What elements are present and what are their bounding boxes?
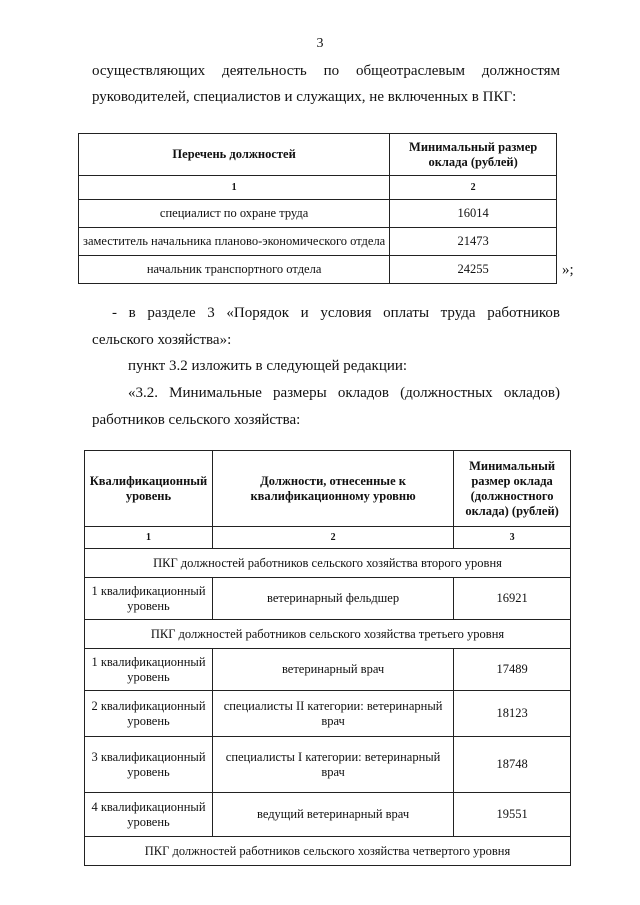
page-number: 3 [316, 36, 324, 51]
table2-level: 2 квалификационный уровень [85, 691, 213, 737]
point-3-2-line-1: «3.2. Минимальные размеры окладов (должностных окладов) [128, 385, 560, 401]
table1-header-positions: Перечень должностей [79, 134, 390, 176]
table2-salary: 19551 [454, 793, 571, 837]
table2-group-heading: ПКГ должностей работников сельского хозяйства четвертого уровня [85, 837, 571, 866]
table2-salary: 17489 [454, 649, 571, 691]
table1-header-salary: Минимальный размер оклада (рублей) [390, 134, 557, 176]
table2-header-level: Квалификационный уровень [85, 451, 213, 527]
table2-index-3: 3 [454, 527, 571, 549]
table2-level: 3 квалификационный уровень [85, 737, 213, 793]
table-row [85, 793, 571, 837]
table-row [85, 649, 571, 691]
intro-line-2: руководителей, специалистов и служащих, не включенных в ПКГ: [92, 89, 517, 105]
table-positions [78, 133, 557, 284]
table2-index-1: 1 [85, 527, 213, 549]
section3-line-1: - в разделе 3 «Порядок и условия оплаты труда работников [112, 305, 560, 321]
table2-salary: 18748 [454, 737, 571, 793]
table-row [85, 737, 571, 793]
table2-group-heading: ПКГ должностей работников сельского хозяйства третьего уровня [85, 620, 571, 649]
table1-salary: 21473 [390, 228, 557, 256]
table2-level: 1 квалификационный уровень [85, 649, 213, 691]
table2-position: ведущий ветеринарный врач [212, 793, 453, 837]
table-qualification-levels [84, 450, 571, 866]
table2-group-heading: ПКГ должностей работников сельского хозяйства второго уровня [85, 549, 571, 578]
table1-salary: 24255 [390, 256, 557, 284]
table1-index-2: 2 [390, 176, 557, 200]
table2-salary: 16921 [454, 578, 571, 620]
intro-line-1: осуществляющих деятельность по общеотраслевым должностям [92, 63, 560, 79]
section3-line-2: сельского хозяйства»: [92, 332, 232, 348]
table2-header-positions: Должности, отнесенные к квалификационному уровню [212, 451, 453, 527]
point-3-2-line-2: работников сельского хозяйства: [92, 412, 301, 428]
table2-position: специалисты I категории: ветеринарный врач [212, 737, 453, 793]
table2-header-salary: Минимальный размер оклада (должностного оклада) (рублей) [454, 451, 571, 527]
table2-position: ветеринарный фельдшер [212, 578, 453, 620]
table1-position: заместитель начальника планово-экономического отдела [79, 228, 390, 256]
point-3-2-instruction: пункт 3.2 изложить в следующей редакции: [128, 358, 408, 374]
table-row [79, 228, 557, 256]
table1-salary: 16014 [390, 200, 557, 228]
table2-position: ветеринарный врач [212, 649, 453, 691]
table2-index-2: 2 [212, 527, 453, 549]
table-row [85, 691, 571, 737]
table2-salary: 18123 [454, 691, 571, 737]
table2-level: 4 квалификационный уровень [85, 793, 213, 837]
table-row [79, 200, 557, 228]
table2-position: специалисты II категории: ветеринарный врач [212, 691, 453, 737]
table1-position: начальник транспортного отдела [79, 256, 390, 284]
table-row [79, 256, 557, 284]
table1-closing-quote: »; [562, 262, 574, 278]
table1-position: специалист по охране труда [79, 200, 390, 228]
table2-level: 1 квалификационный уровень [85, 578, 213, 620]
table1-index-1: 1 [79, 176, 390, 200]
table-row [85, 578, 571, 620]
